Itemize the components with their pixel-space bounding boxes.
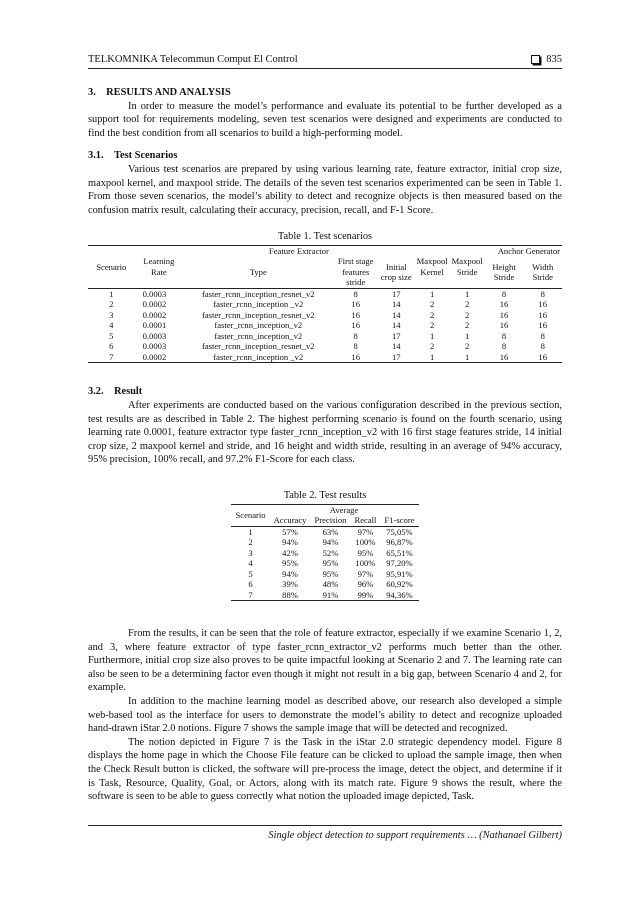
- main-content: [88, 86, 562, 804]
- t1-cell: faster_rcnn_inception _v2: [183, 352, 333, 363]
- t1-cell: 0.0003: [142, 341, 167, 352]
- t1-header-learning-rate: Learning Rate: [135, 245, 184, 288]
- table-1-caption: Table 1. Test scenarios: [277, 231, 373, 243]
- t2-row: [231, 579, 418, 590]
- t2-row: [231, 590, 418, 601]
- t1-header-feature-extractor: Feature Extractor: [183, 245, 414, 256]
- discussion-paragraph-1: From the results, it can be seen that the role of feature extractor, especially if we examine Scenario 1, 2, and 3, where feature extractor of type faster_rcnn_extractor_v2 performs much better than the other. Furthermore, initial crop size also proves to be quite impactful looking at Scenario 2 and 7. The learning rate can also be seen to be a determining factor even though it might not result in a big gap, between Scenario 4 and 2, for example.: [88, 628, 562, 694]
- discussion-paragraph-3: The notion depicted in Figure 7 is the Task in the iStar 2.0 strategic dependency model. Figure 8 displays the home page in which the Choose File feature can be clicked to upload the sample image, then when the Check Result button is clicked, the software will pre-process the image, detect the object, and determine if it is Task, Resource, Quality, Goal, or Actors, along with its match rate. Figure 9 shows the result, where the software is seen to be able to guess correctly what notion the uploaded image depicted, Task.: [88, 736, 562, 803]
- t2-header-average: Average: [270, 504, 419, 515]
- t2-cell: 91%: [310, 590, 350, 601]
- t1-cell: 16: [538, 309, 547, 320]
- t2-cell: 60,92%: [386, 579, 413, 590]
- t1-cell: 0.0002: [142, 299, 167, 310]
- t1-cell: 4: [109, 320, 114, 331]
- t1-cell: 2: [465, 320, 470, 331]
- t1-cell: 2: [109, 299, 114, 310]
- table-2: [231, 504, 418, 602]
- t1-header-width-stride: Width Stride: [523, 256, 562, 288]
- t1-cell: 14: [391, 341, 401, 352]
- t1-cell: 17: [391, 330, 401, 341]
- t2-cell: 2: [248, 537, 253, 548]
- t1-cell: 2: [465, 341, 470, 352]
- t1-row: [88, 310, 562, 321]
- t2-row: [231, 558, 418, 569]
- t1-cell: 16: [351, 320, 360, 331]
- t2-header-recall: Recall: [350, 515, 380, 526]
- t1-cell: 1: [429, 288, 435, 299]
- t2-cell: 99%: [350, 590, 380, 601]
- t1-header-first-stage: First stage features stride: [333, 256, 378, 288]
- t1-cell: 2: [465, 309, 470, 320]
- t2-cell: 52%: [322, 547, 339, 558]
- t2-cell: 7: [231, 590, 269, 601]
- t2-cell: 96,87%: [386, 537, 413, 548]
- t1-cell: 1: [429, 330, 435, 341]
- t1-cell: 1: [465, 330, 470, 341]
- t1-row: [88, 341, 562, 352]
- t1-cell: 16: [523, 352, 562, 363]
- t1-cell: 2: [429, 320, 435, 331]
- t1-cell: 3: [109, 309, 114, 320]
- section-3-2-paragraph: After experiments are conducted based on the various configuration described in the previous section, test results are as described in Table 2. The highest performing scenario is found on the fourth scenario, using learning rate 0.0001, feature extractor type faster_rcnn_inception_v2 with 16 first stage features stride, 14 initial crop size, 2 maxpool kernel and stride, and 16 height and width stride, resulting in an average of 94% accuracy, 95% precision, 100% recall, and 97.2% F1-Score for each class.: [88, 400, 562, 466]
- t2-header-precision: Precision: [310, 515, 350, 526]
- t1-cell: 8: [540, 288, 545, 299]
- t1-cell: 14: [391, 309, 401, 320]
- t1-row: [88, 288, 562, 299]
- page-number: 835: [546, 54, 562, 65]
- journal-name: TELKOMNIKA Telecommun Comput El Control: [88, 54, 298, 65]
- t1-row: [88, 352, 562, 363]
- t1-cell: 14: [391, 299, 401, 310]
- t1-cell: 16: [333, 352, 378, 363]
- t1-cell: 0.0002: [142, 309, 167, 320]
- t1-cell: 2: [429, 299, 435, 310]
- t1-cell: 17: [378, 352, 415, 363]
- t1-row: [88, 320, 562, 331]
- t1-cell: 2: [429, 309, 435, 320]
- t1-header-type: Type: [183, 256, 333, 288]
- t1-cell: 16: [499, 309, 509, 320]
- t2-cell: 100%: [355, 558, 376, 569]
- t2-cell: 95%: [322, 568, 339, 579]
- table-1: [88, 245, 562, 364]
- t2-cell: 6: [248, 579, 253, 590]
- t1-cell: 8: [353, 288, 358, 299]
- t1-cell: faster_rcnn_inception _v2: [213, 299, 304, 310]
- t2-cell: 94%: [322, 537, 339, 548]
- t1-cell: 1: [109, 288, 114, 299]
- t1-header-height-stride: Height Stride: [485, 256, 524, 288]
- page-number-group: [531, 54, 562, 65]
- t1-cell: 0.0002: [135, 352, 184, 363]
- t1-cell: 1: [415, 352, 450, 363]
- t1-cell: 1: [465, 288, 470, 299]
- t2-cell: 75,05%: [386, 526, 413, 537]
- t1-cell: 5: [109, 330, 114, 341]
- t2-cell: 48%: [322, 579, 339, 590]
- t1-cell: 8: [501, 288, 507, 299]
- t2-cell: 95%: [357, 547, 374, 558]
- t1-cell: 16: [499, 299, 509, 310]
- t2-cell: 97%: [357, 526, 374, 537]
- t2-cell: 57%: [282, 526, 298, 537]
- t2-cell: 1: [248, 526, 253, 537]
- t2-row: [231, 569, 418, 580]
- t2-cell: 39%: [282, 579, 298, 590]
- t1-cell: 16: [351, 309, 360, 320]
- t2-header-scenario: Scenario: [231, 504, 269, 526]
- t1-cell: 6: [109, 341, 114, 352]
- discussion-paragraph-2: In addition to the machine learning model as described above, our research also developed a simple web-based tool as the interface for users to demonstrate the model’s ability to detect and recognize uploaded hand-drawn iStar 2.0 notions. Figure 7 shows the sample image that will be detected and recognized.: [88, 696, 562, 735]
- t1-cell: 7: [88, 352, 135, 363]
- t2-header-accuracy: Accuracy: [270, 515, 311, 526]
- t2-cell: 97%: [357, 568, 374, 579]
- table-1-body: [88, 288, 562, 363]
- t2-cell: 95%: [282, 558, 298, 569]
- t2-cell: 88%: [270, 590, 311, 601]
- t1-row: [88, 299, 562, 310]
- t2-row: [231, 548, 418, 559]
- section-3-heading: 3. RESULTS AND ANALYSIS: [88, 87, 231, 98]
- t1-header-anchor-generator: Anchor Generator: [485, 245, 562, 256]
- t1-cell: 8: [353, 341, 358, 352]
- t1-row: [88, 331, 562, 342]
- section-3-paragraph: In order to measure the model’s performance and evaluate its potential to be further developed as a support tool for requirements modeling, seven test scenarios were designed and experiments are conducted to find the best condition from all scenarios to build a high-performing model.: [88, 100, 562, 139]
- section-3-1-heading: 3.1. Test Scenarios: [88, 150, 178, 162]
- section-3-1-paragraph: Various test scenarios are prepared by using various learning rate, feature extractor, initial crop size, maxpool kernel, and maxpool stride. The details of the seven test scenarios experimented can be seen in Table 1. From those seven scenarios, the model’s ability to detect and recognize objects is then measured based on the confusion matrix result, calculating their accuracy, precision, recall, and F-1 Score.: [88, 163, 562, 216]
- t1-cell: faster_rcnn_inception_v2: [214, 320, 303, 331]
- t2-header-f1: F1-score: [380, 515, 418, 526]
- t2-cell: 4: [248, 558, 253, 569]
- t1-cell: 2: [465, 299, 470, 310]
- table-2-caption: Table 2. Test results: [283, 490, 367, 501]
- t1-cell: 16: [538, 299, 547, 310]
- t1-cell: 16: [351, 299, 360, 310]
- t1-cell: faster_rcnn_inception_resnet_v2: [201, 341, 315, 352]
- t2-cell: 96%: [357, 579, 374, 590]
- t1-cell: 14: [391, 320, 401, 331]
- t1-cell: 0.0003: [142, 288, 167, 299]
- t2-cell: 97,20%: [386, 558, 413, 569]
- t1-cell: 8: [353, 330, 358, 341]
- t1-cell: 8: [540, 330, 545, 341]
- t1-cell: 16: [485, 352, 524, 363]
- t2-cell: 94,36%: [380, 590, 418, 601]
- t1-cell: faster_rcnn_inception_resnet_v2: [201, 288, 315, 299]
- t1-cell: 1: [450, 352, 485, 363]
- square-bullet-icon: [531, 55, 540, 64]
- t2-cell: 94%: [282, 537, 298, 548]
- t1-cell: faster_rcnn_inception_resnet_v2: [201, 309, 315, 320]
- t1-cell: 17: [391, 288, 401, 299]
- t2-row: [231, 537, 418, 548]
- t1-header-scenario: Scenario: [88, 245, 135, 288]
- t1-cell: 16: [538, 320, 547, 331]
- running-header: [88, 54, 562, 69]
- running-footer: Single object detection to support requirements … (Nathanael Gilbert): [88, 825, 562, 841]
- t2-cell: 42%: [282, 547, 298, 558]
- t2-row: [231, 526, 418, 537]
- t1-cell: faster_rcnn_inception_v2: [214, 330, 303, 341]
- t1-cell: 16: [499, 320, 509, 331]
- t2-cell: 63%: [322, 526, 339, 537]
- section-3-2-heading: 3.2. Result: [88, 386, 143, 398]
- t1-cell: 8: [540, 341, 545, 352]
- t2-cell: 5: [248, 568, 253, 579]
- t1-cell: 8: [501, 341, 507, 352]
- t1-cell: 0.0001: [142, 320, 167, 331]
- t2-cell: 100%: [355, 537, 376, 548]
- t2-cell: 95%: [322, 558, 339, 569]
- table-2-body: [231, 526, 418, 601]
- t1-cell: 2: [429, 341, 435, 352]
- t1-header-initial-crop: Initial crop size: [378, 256, 415, 288]
- t2-cell: 95,91%: [386, 568, 413, 579]
- t1-cell: 8: [501, 330, 507, 341]
- t2-cell: 65,51%: [386, 547, 413, 558]
- t1-header-maxpool-stride: Maxpool Stride: [450, 245, 485, 288]
- t2-cell: 3: [248, 547, 253, 558]
- t2-cell: 94%: [282, 568, 298, 579]
- t1-header-maxpool-kernel: Maxpool Kernel: [415, 245, 450, 288]
- t1-cell: 0.0003: [142, 330, 167, 341]
